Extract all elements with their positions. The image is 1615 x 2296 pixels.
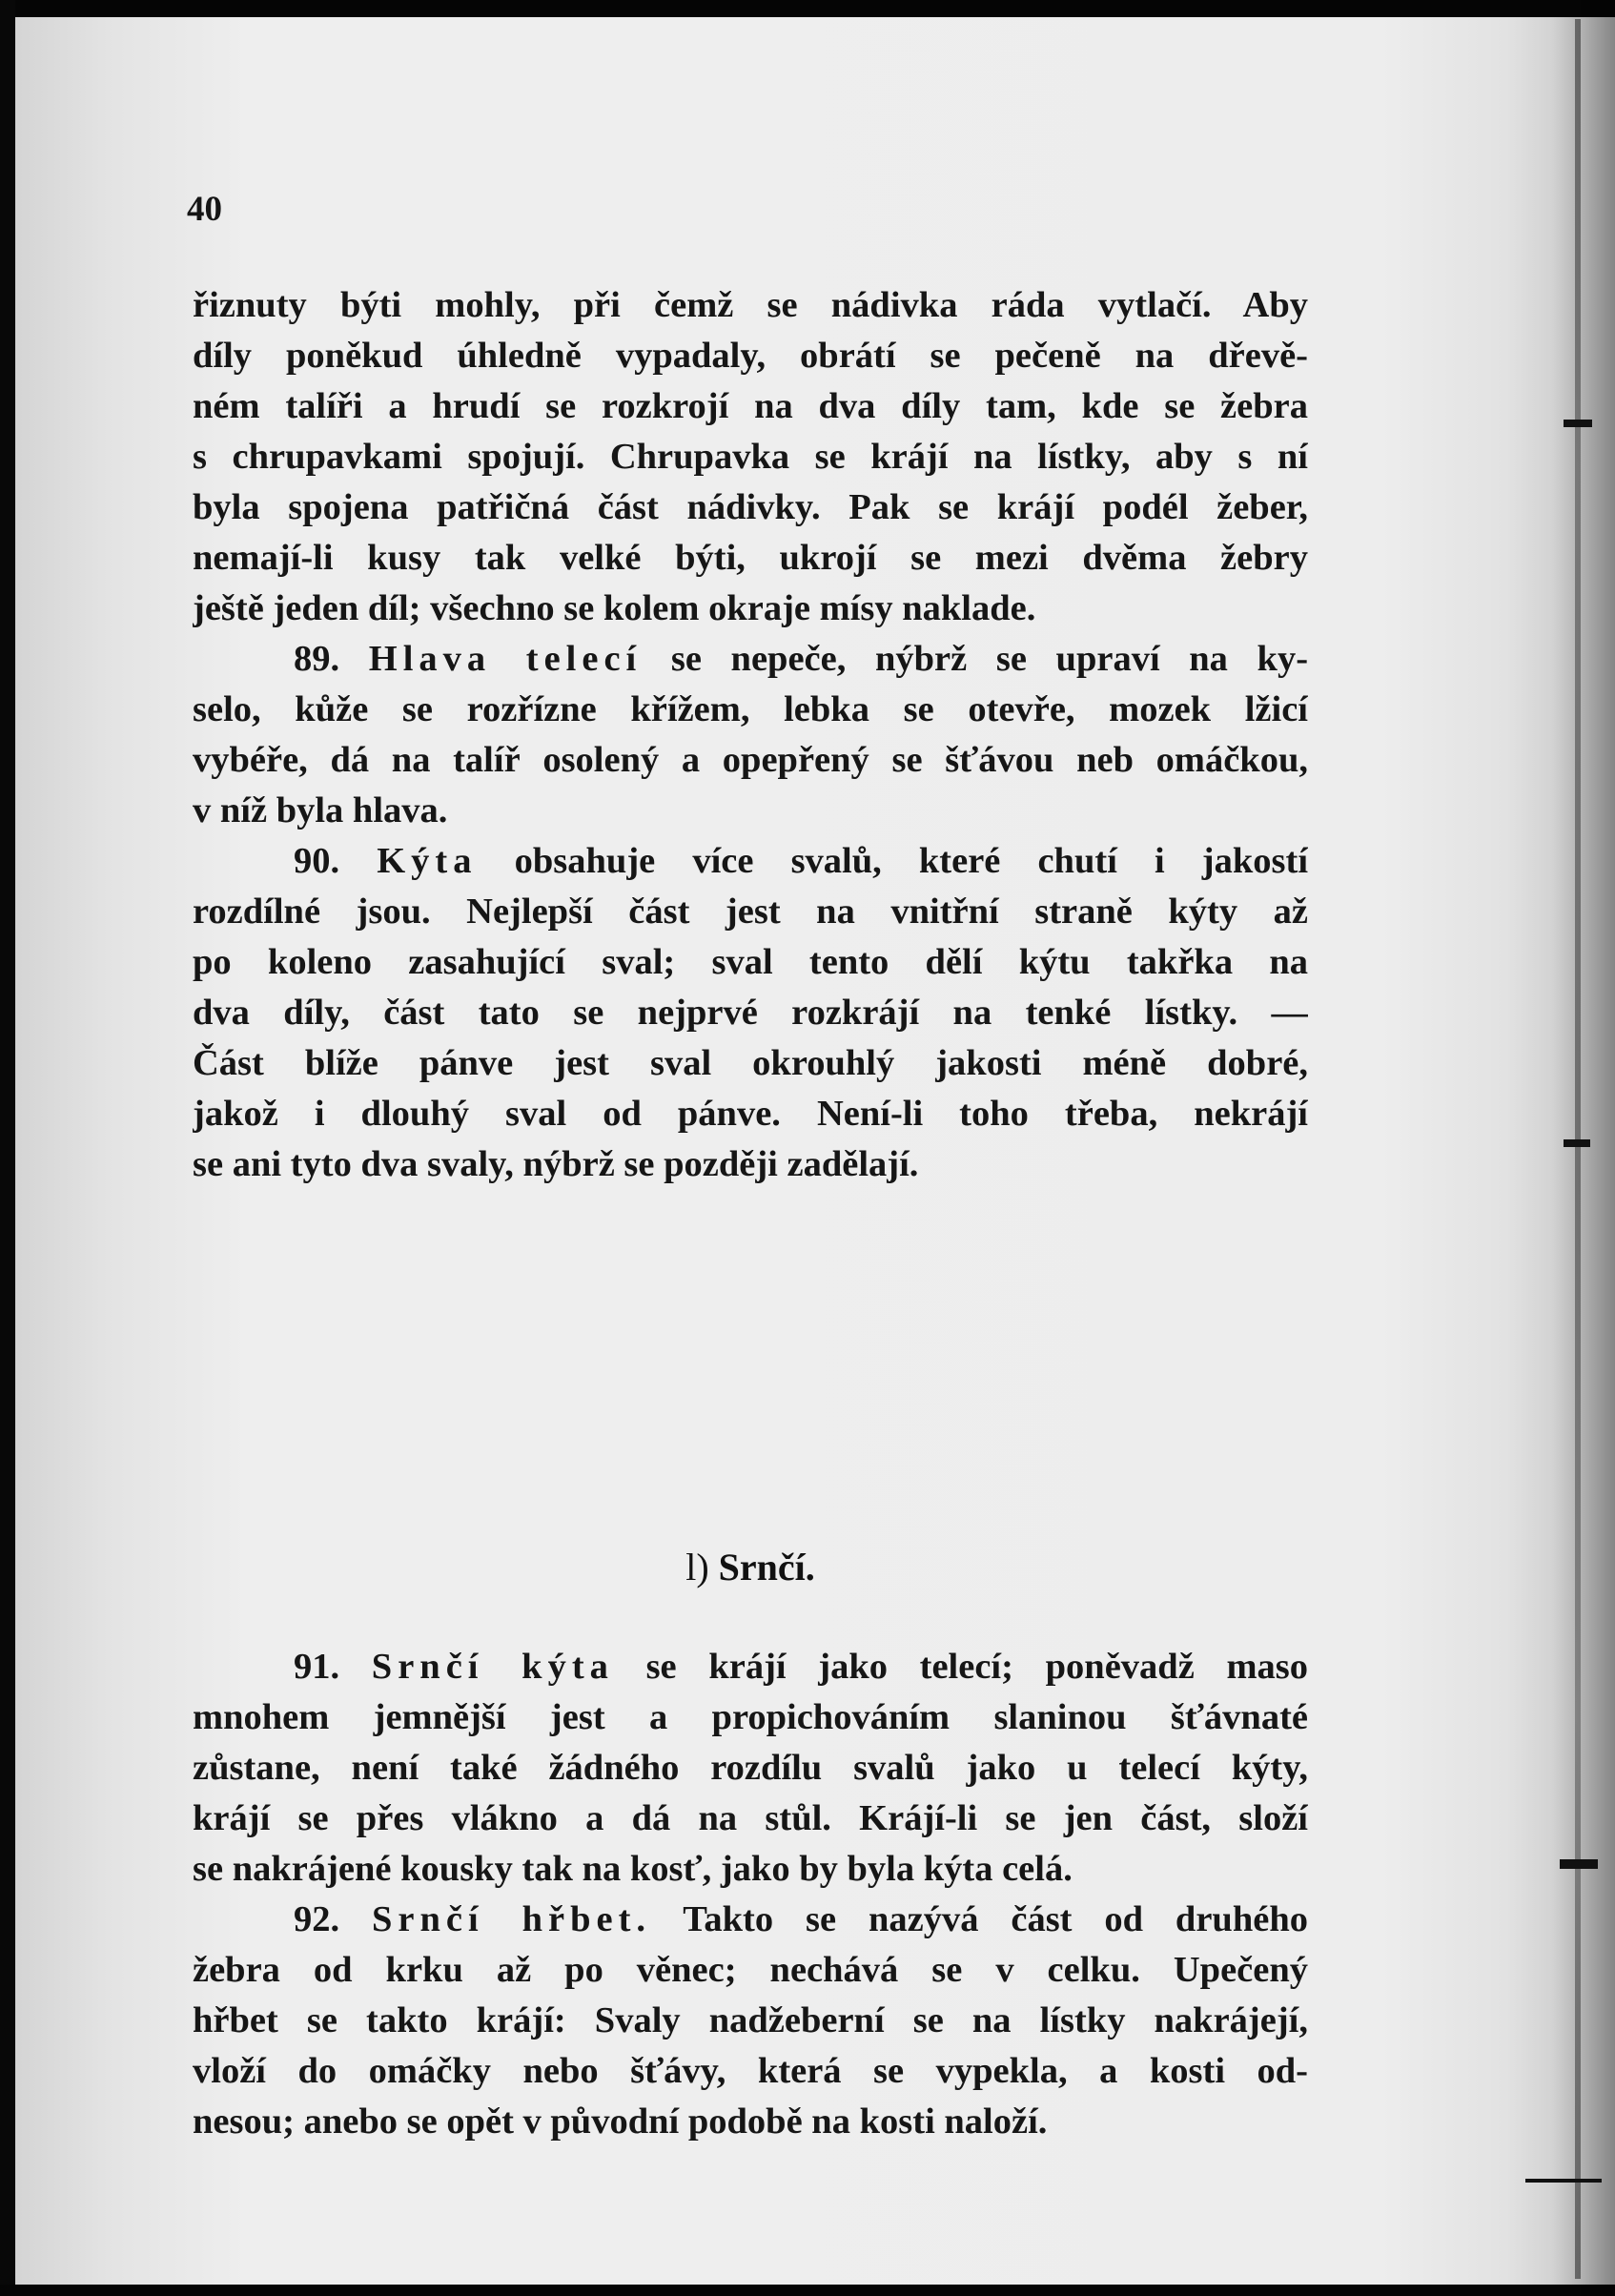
paragraph-first-line [193,1642,1308,1692]
text-line: ještě jeden díl; všechno se kolem okraje mísy naklade. [193,588,1036,628]
paragraph-number: 89. [294,639,340,679]
text-line: zůstane, není také žádného rozdílu svalů jako u telecí kýty, [193,1748,1308,1788]
paragraph-first-line [193,634,1308,685]
paragraph-term: Srnčí hřbet. [372,1899,652,1939]
text-line: byla spojena patřičná část nádivky. Pak se krájí podél žeber, [193,487,1308,527]
scan-left-border [0,0,15,2296]
text-line: mnohem jemnější jest a propichováním slaninou šťávnaté [193,1697,1308,1737]
paragraph-number: 91. [294,1647,340,1687]
text-line: žebra od krku až po věnec; nechává se v celku. Upečený [193,1950,1308,1990]
binding-notch [1564,1139,1590,1147]
binding-edge [1575,19,1581,2279]
paragraph-number: 90. [294,841,340,881]
text-line: se nakrájené kousky tak na kosť, jako by byla kýta celá. [193,1849,1073,1889]
body-text [193,280,1308,2142]
paragraph-term: Kýta [377,841,478,881]
binding-notch [1564,420,1592,427]
text-line: řiznuty býti mohly, při čemž se nádivka ráda vytlačí. Aby [193,285,1308,325]
paragraph-90 [193,836,1308,1190]
paragraph-first-text: Takto se nazývá část od druhého [683,1899,1308,1939]
text-line: hřbet se takto krájí: Svaly nadžeberní se na lístky nakrájejí, [193,2000,1308,2040]
text-line: selo, kůže se rozřízne křížem, lebka se otevře, mozek lžicí [193,689,1308,729]
text-line: vybéře, dá na talíř osolený a opepřený se šťávou neb omáčkou, [193,740,1308,780]
paragraph-first-line [193,836,1308,887]
binding-notch [1525,2179,1602,2183]
paragraph-first-text: se krájí jako telecí; poněvadž maso [645,1647,1308,1687]
paragraph-92 [193,1895,1308,2147]
section-title: Srnčí. [718,1546,815,1589]
paragraph-first-text: obsahuje více svalů, které chutí i jakostí [514,841,1308,881]
paragraph-first-text: se nepeče, nýbrž se upraví na ky- [670,639,1308,679]
paragraph-continued [193,280,1308,634]
text-line: rozdílné jsou. Nejlepší část jest na vnitřní straně kýty až [193,892,1308,932]
section-prefix: l) [685,1546,709,1589]
paragraph-term: Srnčí kýta [371,1647,614,1687]
section-body [193,1642,1308,2147]
binding-notch [1560,1859,1598,1869]
text-line: nesou; anebo se opět v původní podobě na kosti naloží. [193,2101,1048,2142]
text-line: krájí se přes vlákno a dá na stůl. Krájí-li se jen část, složí [193,1798,1308,1838]
paragraph-91 [193,1642,1308,1895]
paragraph-first-line [193,1895,1308,1945]
paragraph-term: Hlava telecí [368,639,643,679]
text-line: ném talíři a hrudí se rozkrojí na dva díly tam, kde se žebra [193,386,1308,426]
text-line: po koleno zasahující sval; sval tento dělí kýtu takřka na [193,942,1308,982]
text-line: s chrupavkami spojují. Chrupavka se krájí na lístky, aby s ní [193,437,1308,477]
text-line: Část blíže pánve jest sval okrouhlý jakosti méně dobré, [193,1043,1308,1083]
text-line: nemají-li kusy tak velké býti, ukrojí se mezi dvěma žebry [193,538,1308,578]
text-line: díly poněkud úhledně vypadaly, obrátí se pečeně na dřevě- [193,336,1308,376]
text-line: vloží do omáčky nebo šťávy, která se vypekla, a kosti od- [193,2051,1308,2091]
section-heading [193,1539,1308,1596]
text-line: dva díly, část tato se nejprvé rozkrájí na tenké lístky. — [193,993,1308,1033]
page-number: 40 [187,190,222,229]
paragraph-89 [193,634,1308,836]
text-line: jakož i dlouhý sval od pánve. Není-li toho třeba, nekrájí [193,1094,1308,1134]
text-line: se ani tyto dva svaly, nýbrž se později zadělají. [193,1144,919,1184]
paragraph-number: 92. [294,1899,340,1939]
text-line: v níž byla hlava. [193,790,448,830]
scan-top-border [0,0,1615,17]
gutter-shadow [1552,0,1615,2296]
scan-bottom-border [0,2285,1615,2296]
